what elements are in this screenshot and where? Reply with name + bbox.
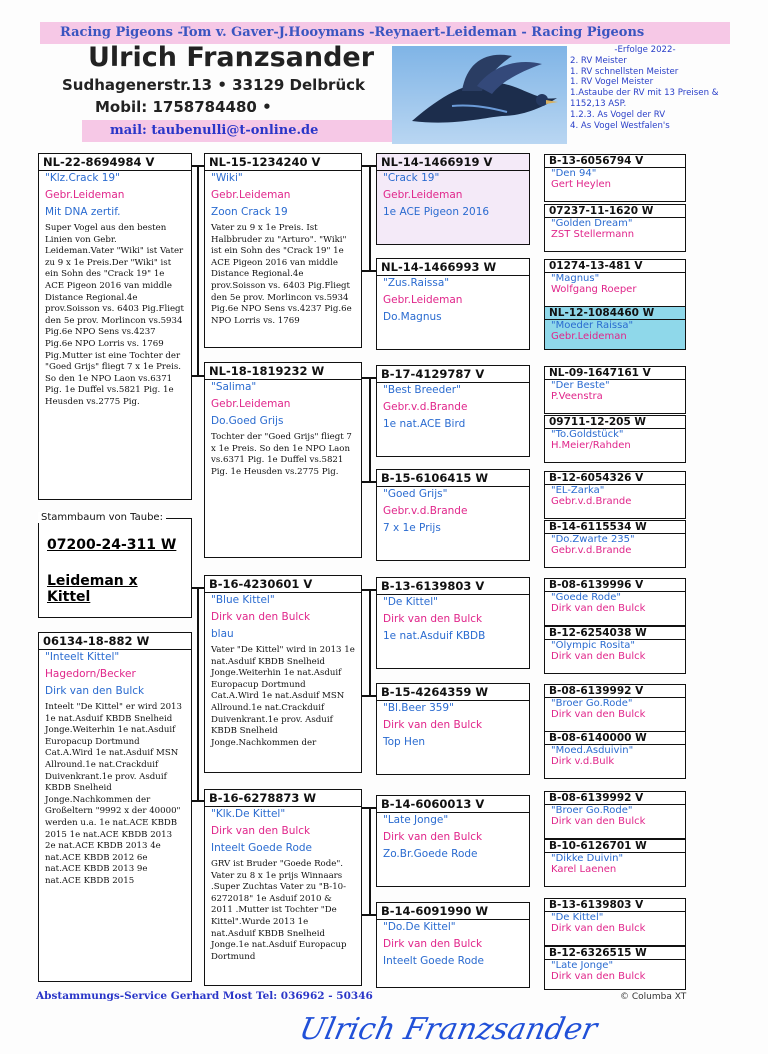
pigeon-note: Zo.Br.Goede Rode — [383, 848, 478, 860]
pigeon-description: GRV ist Bruder "Goede Rode". Vater zu 8 x 1e prijs Winnaars .Super Zuchtas Vater zu "B-10-6272018" 1e Asduif 2010 & 2011 .Mutter ist Tochter "De Kittel".Wurde 2013 1e nat.Asduif KBDB Snelheid Jonge.1e nat.Asduif Europacup Dortmund — [211, 859, 347, 962]
pigeon-note: Dirk van den Bulck — [45, 685, 145, 697]
ring-number: B-13-6056794 V — [545, 155, 685, 168]
header-banner: Racing Pigeons -Tom v. Gaver-J.Hooymans -Reynaert-Leideman - Racing Pigeons — [40, 22, 730, 44]
connector-line — [362, 481, 376, 483]
achievements-list — [570, 45, 720, 131]
pigeon-name: "Goede Rode" — [551, 592, 622, 603]
pigeon-breeder: Gebr.Leideman — [211, 189, 291, 201]
pigeon-name: "Blue Kittel" — [211, 594, 275, 606]
pigeon-breeder: P.Veenstra — [551, 391, 603, 402]
pigeon-card-g4 — [544, 366, 686, 414]
pigeon-name: "Wiki" — [211, 172, 243, 184]
pigeon-name: "De Kittel" — [551, 912, 604, 923]
ring-number: B-16-6278873 W — [205, 790, 361, 807]
ring-number: B-08-6140000 W — [545, 732, 685, 745]
pigeon-note: Do.Goed Grijs — [211, 415, 284, 427]
subject-label: Stammbaum von Taube: — [38, 512, 166, 523]
pigeon-card-g4 — [544, 520, 686, 568]
pigeon-note: 1e nat.Asduif KBDB — [383, 630, 486, 642]
ring-number: B-13-6139803 V — [545, 899, 685, 912]
pigeon-note: Inteelt Goede Rode — [211, 842, 313, 854]
pigeon-name: "Der Beste" — [551, 380, 610, 391]
ring-number: NL-12-1084460 W — [545, 307, 685, 320]
pigeon-breeder: Dirk van den Bulck — [551, 923, 646, 934]
ring-number: B-14-6115534 W — [545, 521, 685, 534]
achievement-item: 2. RV Meister — [570, 55, 627, 66]
pigeon-breeder: Dirk van den Bulck — [211, 825, 311, 837]
pigeon-card-vm — [204, 362, 362, 558]
pigeon-card-g3 — [376, 258, 530, 350]
pigeon-card-g4 — [544, 839, 686, 887]
pigeon-name: "Moed.Asduivin" — [551, 745, 634, 756]
achievement-item: 1. RV schnellsten Meister — [570, 66, 679, 77]
pigeon-card-g3 — [376, 795, 530, 887]
ring-number: B-08-6139992 V — [545, 792, 685, 805]
pigeon-card-g4 — [544, 731, 686, 779]
ring-number: B-17-4129787 V — [377, 366, 529, 383]
pigeon-name: "Late Jonge" — [551, 960, 614, 971]
pigeon-name: "Broer Go.Rode" — [551, 698, 633, 709]
pigeon-name: "Best Breeder" — [383, 384, 461, 396]
pigeon-breeder: Gert Heylen — [551, 179, 611, 190]
ring-number: B-13-6139803 V — [377, 578, 529, 595]
connector-line — [369, 165, 371, 270]
achievement-item: 1.2.3. As Vogel der RV — [570, 109, 666, 120]
ring-number: 09711-12-205 W — [545, 416, 685, 429]
pigeon-breeder: Gebr.v.d.Brande — [551, 545, 632, 556]
pigeon-description: Super Vogel aus den besten Linien von Gebr. Leideman.Vater "Wiki" ist Vater zu 9 x 1e Preis.Der "Wiki" ist ein Sohn des "Crack 19" 1e ACE Pigeon 2016 van middle Distance Regional.4e prov.Soisson vs. 6403 Pig.Fliegt den 5e prov. Morlincon vs.5934 Pig.6e NPO Sens vs.4237 Pig.6e NPO Lorris vs. 1769 Pig.Mutter ist eine Tochter der "Goed Grijs" fliegt 7 x 1e Preis. So den 1e NPO Laon vs.6371 Pig. 1e Duffel vs.5821 Pig. 1e Heusden vs.2775 Pig. — [45, 223, 185, 407]
pigeon-name: "Klz.Crack 19" — [45, 172, 120, 184]
pigeon-name: "Do.Zwarte 235" — [551, 534, 635, 545]
pigeon-card-vv — [204, 153, 362, 348]
pigeon-description: Tochter der "Goed Grijs" fliegt 7 x 1e Preis. So den 1e NPO Laon vs.6371 Pig. 1e Duffel vs.5821 Pig. 1e Heusden vs.2775 Pig. — [211, 432, 352, 477]
pigeon-card-g3 — [376, 469, 530, 561]
pigeon-name: "Moeder Raissa" — [551, 320, 634, 331]
pigeon-breeder: Gebr.v.d.Brande — [383, 401, 468, 413]
pigeon-card-g4 — [544, 946, 686, 990]
pigeon-name: "Do.De Kittel" — [383, 921, 456, 933]
ring-number: 01274-13-481 V — [545, 260, 685, 273]
pigeon-note: Mit DNA zertif. — [45, 206, 121, 218]
owner-name: Ulrich Franzsander — [88, 42, 375, 73]
pigeon-note: Zoon Crack 19 — [211, 206, 288, 218]
pigeon-name: "Golden Dream" — [551, 218, 633, 229]
pigeon-note: Top Hen — [383, 736, 426, 748]
pigeon-note: 7 x 1e Prijs — [383, 522, 441, 534]
pigeon-breeder: Gebr.Leideman — [211, 398, 291, 410]
connector-line — [369, 807, 371, 914]
ring-number: NL-09-1647161 V — [545, 367, 685, 380]
pigeon-breeder: Dirk van den Bulck — [551, 971, 646, 982]
pigeon-note: Inteelt Goede Rode — [383, 955, 485, 967]
pigeon-name: "Zus.Raissa" — [383, 277, 450, 289]
pigeon-card-g3 — [376, 577, 530, 669]
pigeon-card-g4 — [544, 684, 686, 732]
achievements-title: -Erfolge 2022- — [614, 45, 676, 55]
pigeon-card-mm — [204, 789, 362, 986]
pigeon-breeder: Dirk van den Bulck — [383, 613, 483, 625]
pigeon-name: "Dikke Duivin" — [551, 853, 624, 864]
pigeon-card-g4 — [544, 626, 686, 674]
ring-number: B-10-6126701 W — [545, 840, 685, 853]
pigeon-breeder: Dirk van den Bulck — [551, 816, 646, 827]
connector-line — [197, 165, 199, 375]
pigeon-breeder: Dirk van den Bulck — [551, 651, 646, 662]
pigeon-name: "Late Jonge" — [383, 814, 449, 826]
pigeon-card-mother — [38, 632, 192, 982]
pigeon-card-father — [38, 153, 192, 500]
footer-copyright: © Columba XT — [620, 992, 687, 1002]
connector-line — [197, 587, 199, 800]
pigeon-card-mv — [204, 575, 362, 773]
pigeon-card-g3 — [376, 365, 530, 457]
pigeon-name: "De Kittel" — [383, 596, 438, 608]
ring-number: B-14-6060013 V — [377, 796, 529, 813]
pigeon-card-g4 — [544, 204, 686, 252]
ring-number: B-16-4230601 V — [205, 576, 361, 593]
pigeon-card-g4 — [544, 791, 686, 839]
achievement-item: 4. As Vogel Westfalen's — [570, 120, 670, 131]
pigeon-breeder: Dirk van den Bulck — [551, 709, 646, 720]
pigeon-breeder: Gebr.Leideman — [383, 189, 463, 201]
connector-line — [369, 377, 371, 481]
pigeon-breeder: Dirk van den Bulck — [383, 719, 483, 731]
pigeon-card-g4 — [544, 259, 686, 307]
ring-number: NL-14-1466993 W — [377, 259, 529, 276]
connector-line — [369, 589, 371, 695]
pigeon-breeder: Dirk van den Bulck — [383, 831, 483, 843]
subject-cross: Leideman x Kittel — [47, 573, 138, 605]
achievement-item: 1. RV Vogel Meister — [570, 77, 654, 88]
ring-number: 06134-18-882 W — [39, 633, 191, 650]
connector-line — [362, 695, 376, 697]
ring-number: B-12-6254038 W — [545, 627, 685, 640]
pigeon-name: "Klk.De Kittel" — [211, 808, 286, 820]
pigeon-card-g4 — [544, 415, 686, 463]
pigeon-photo — [392, 46, 567, 144]
pigeon-card-g3 — [376, 153, 530, 245]
ring-number: B-15-6106415 W — [377, 470, 529, 487]
footer-service: Abstammungs-Service Gerhard Most Tel: 036962 - 50346 — [36, 990, 373, 1002]
ring-number: B-15-4264359 W — [377, 684, 529, 701]
ring-number: NL-15-1234240 V — [205, 154, 361, 171]
ring-number: B-08-6139992 V — [545, 685, 685, 698]
owner-address: Sudhagenerstr.13 • 33129 Delbrück — [62, 76, 365, 94]
pigeon-description: Inteelt "De Kittel" er wird 2013 1e nat.Asduif KBDB Snelheid Jonge.Weiterhin 1e nat.Asduif Europacup Dortmund Cat.A.Wird 1e nat.Asduif MSN Allround.1e nat.Crackduif Duivenkrant.1e prov. Asduif KBDB Snelheid Jonge.Nachkommen der Großeltern "9992 x der 40000" werden u.a. 1e nat.ACE KBDB 2015 1e nat.ACE KBDB 2013 2e nat.ACE KBDB 2013 4e nat.ACE KBDB 2012 6e nat.ACE KBDB 2013 9e nat.ACE KBDB 2015 — [45, 702, 182, 886]
subject-ring: 07200-24-311 W — [47, 537, 177, 553]
pigeon-breeder: Gebr.v.d.Brande — [383, 505, 468, 517]
pigeon-breeder: H.Meier/Rahden — [551, 440, 631, 451]
pigeon-description: Vater zu 9 x 1e Preis. Ist Halbbruder zu "Arturo". "Wiki" ist ein Sohn des "Crack 19" 1e ACE Pigeon 2016 van middle Distance Regional.4e prov.Soisson vs. 6403 Pig.Fliegt den 5e prov. Morlincon vs.5934 Pig.6e NPO Sens vs.4237 Pig.6e NPO Lorris vs. 1769 — [211, 223, 352, 326]
connector-line — [192, 800, 204, 802]
pigeon-breeder: Gebr.Leideman — [551, 331, 627, 342]
pigeon-name: "Inteelt Kittel" — [45, 651, 120, 663]
pigeon-breeder: Dirk van den Bulck — [383, 938, 483, 950]
pigeon-breeder: Dirk v.d.Bulk — [551, 756, 615, 767]
pigeon-breeder: Dirk van den Bulck — [551, 603, 646, 614]
pigeon-name: "EL-Zarka" — [551, 485, 605, 496]
ring-number: 07237-11-1620 W — [545, 205, 685, 218]
pigeon-breeder: ZST Stellermann — [551, 229, 635, 240]
pigeon-card-g4 — [544, 578, 686, 626]
pigeon-card-g3 — [376, 683, 530, 775]
pigeon-name: "Goed Grijs" — [383, 488, 448, 500]
pigeon-name: "Salima" — [211, 381, 257, 393]
pigeon-breeder: Hagedorn/Becker — [45, 668, 136, 680]
pigeon-description: Vater "De Kittel" wird in 2013 1e nat.Asduif KBDB Snelheid Jonge.Weiterhin 1e nat.Asduif Europacup Dortmund Cat.A.Wird 1e nat.Asduif MSN Allround.1e nat.Crackduif Duivenkrant.1e prov. Asduif KBDB Snelheid Jonge.Nachkommen der — [211, 645, 355, 748]
ring-number: NL-18-1819232 W — [205, 363, 361, 380]
pigeon-name: "Bl.Beer 359" — [383, 702, 454, 714]
pigeon-card-g4 — [544, 471, 686, 519]
pigeon-breeder: Karel Laenen — [551, 864, 617, 875]
owner-mail: mail: taubenulli@t-online.de — [82, 120, 395, 142]
pigeon-note: 1e nat.ACE Bird — [383, 418, 466, 430]
pigeon-note: blau — [211, 628, 234, 640]
owner-mobile: Mobil: 1758784480 • — [95, 98, 272, 116]
pigeon-note: Do.Magnus — [383, 311, 442, 323]
pigeon-name: "Broer Go.Rode" — [551, 805, 633, 816]
pigeon-card-g4 — [544, 306, 686, 350]
ring-number: NL-14-1466919 V — [377, 154, 529, 171]
signature: Ulrich Franzsander — [296, 1012, 601, 1047]
pigeon-note: 1e ACE Pigeon 2016 — [383, 206, 490, 218]
pigeon-breeder: Gebr.Leideman — [383, 294, 463, 306]
ring-number: B-12-6326515 W — [545, 947, 685, 960]
ring-number: NL-22-8694984 V — [39, 154, 191, 171]
pigeon-breeder: Gebr.Leideman — [45, 189, 125, 201]
pigeon-name: "Olympic Rosita" — [551, 640, 635, 651]
pigeon-name: "Crack 19" — [383, 172, 440, 184]
achievement-item: 1.Astaube der RV mit 13 Preisen & 1152,13 ASP. — [570, 88, 719, 109]
pigeon-name: "Den 94" — [551, 168, 597, 179]
pigeon-card-g4 — [544, 154, 686, 202]
connector-line — [362, 914, 376, 916]
pigeon-card-g3 — [376, 902, 530, 988]
pigeon-name: "To.Goldstück" — [551, 429, 624, 440]
ring-number: B-12-6054326 V — [545, 472, 685, 485]
pigeon-breeder: Dirk van den Bulck — [211, 611, 311, 623]
subject-pigeon-box — [38, 518, 192, 618]
pigeon-breeder: Wolfgang Roeper — [551, 284, 637, 295]
pigeon-card-g4 — [544, 898, 686, 946]
ring-number: B-14-6091990 W — [377, 903, 529, 920]
connector-line — [362, 270, 376, 272]
ring-number: B-08-6139996 V — [545, 579, 685, 592]
pigeon-breeder: Gebr.v.d.Brande — [551, 496, 632, 507]
pigeon-name: "Magnus" — [551, 273, 600, 284]
connector-line — [192, 375, 204, 377]
